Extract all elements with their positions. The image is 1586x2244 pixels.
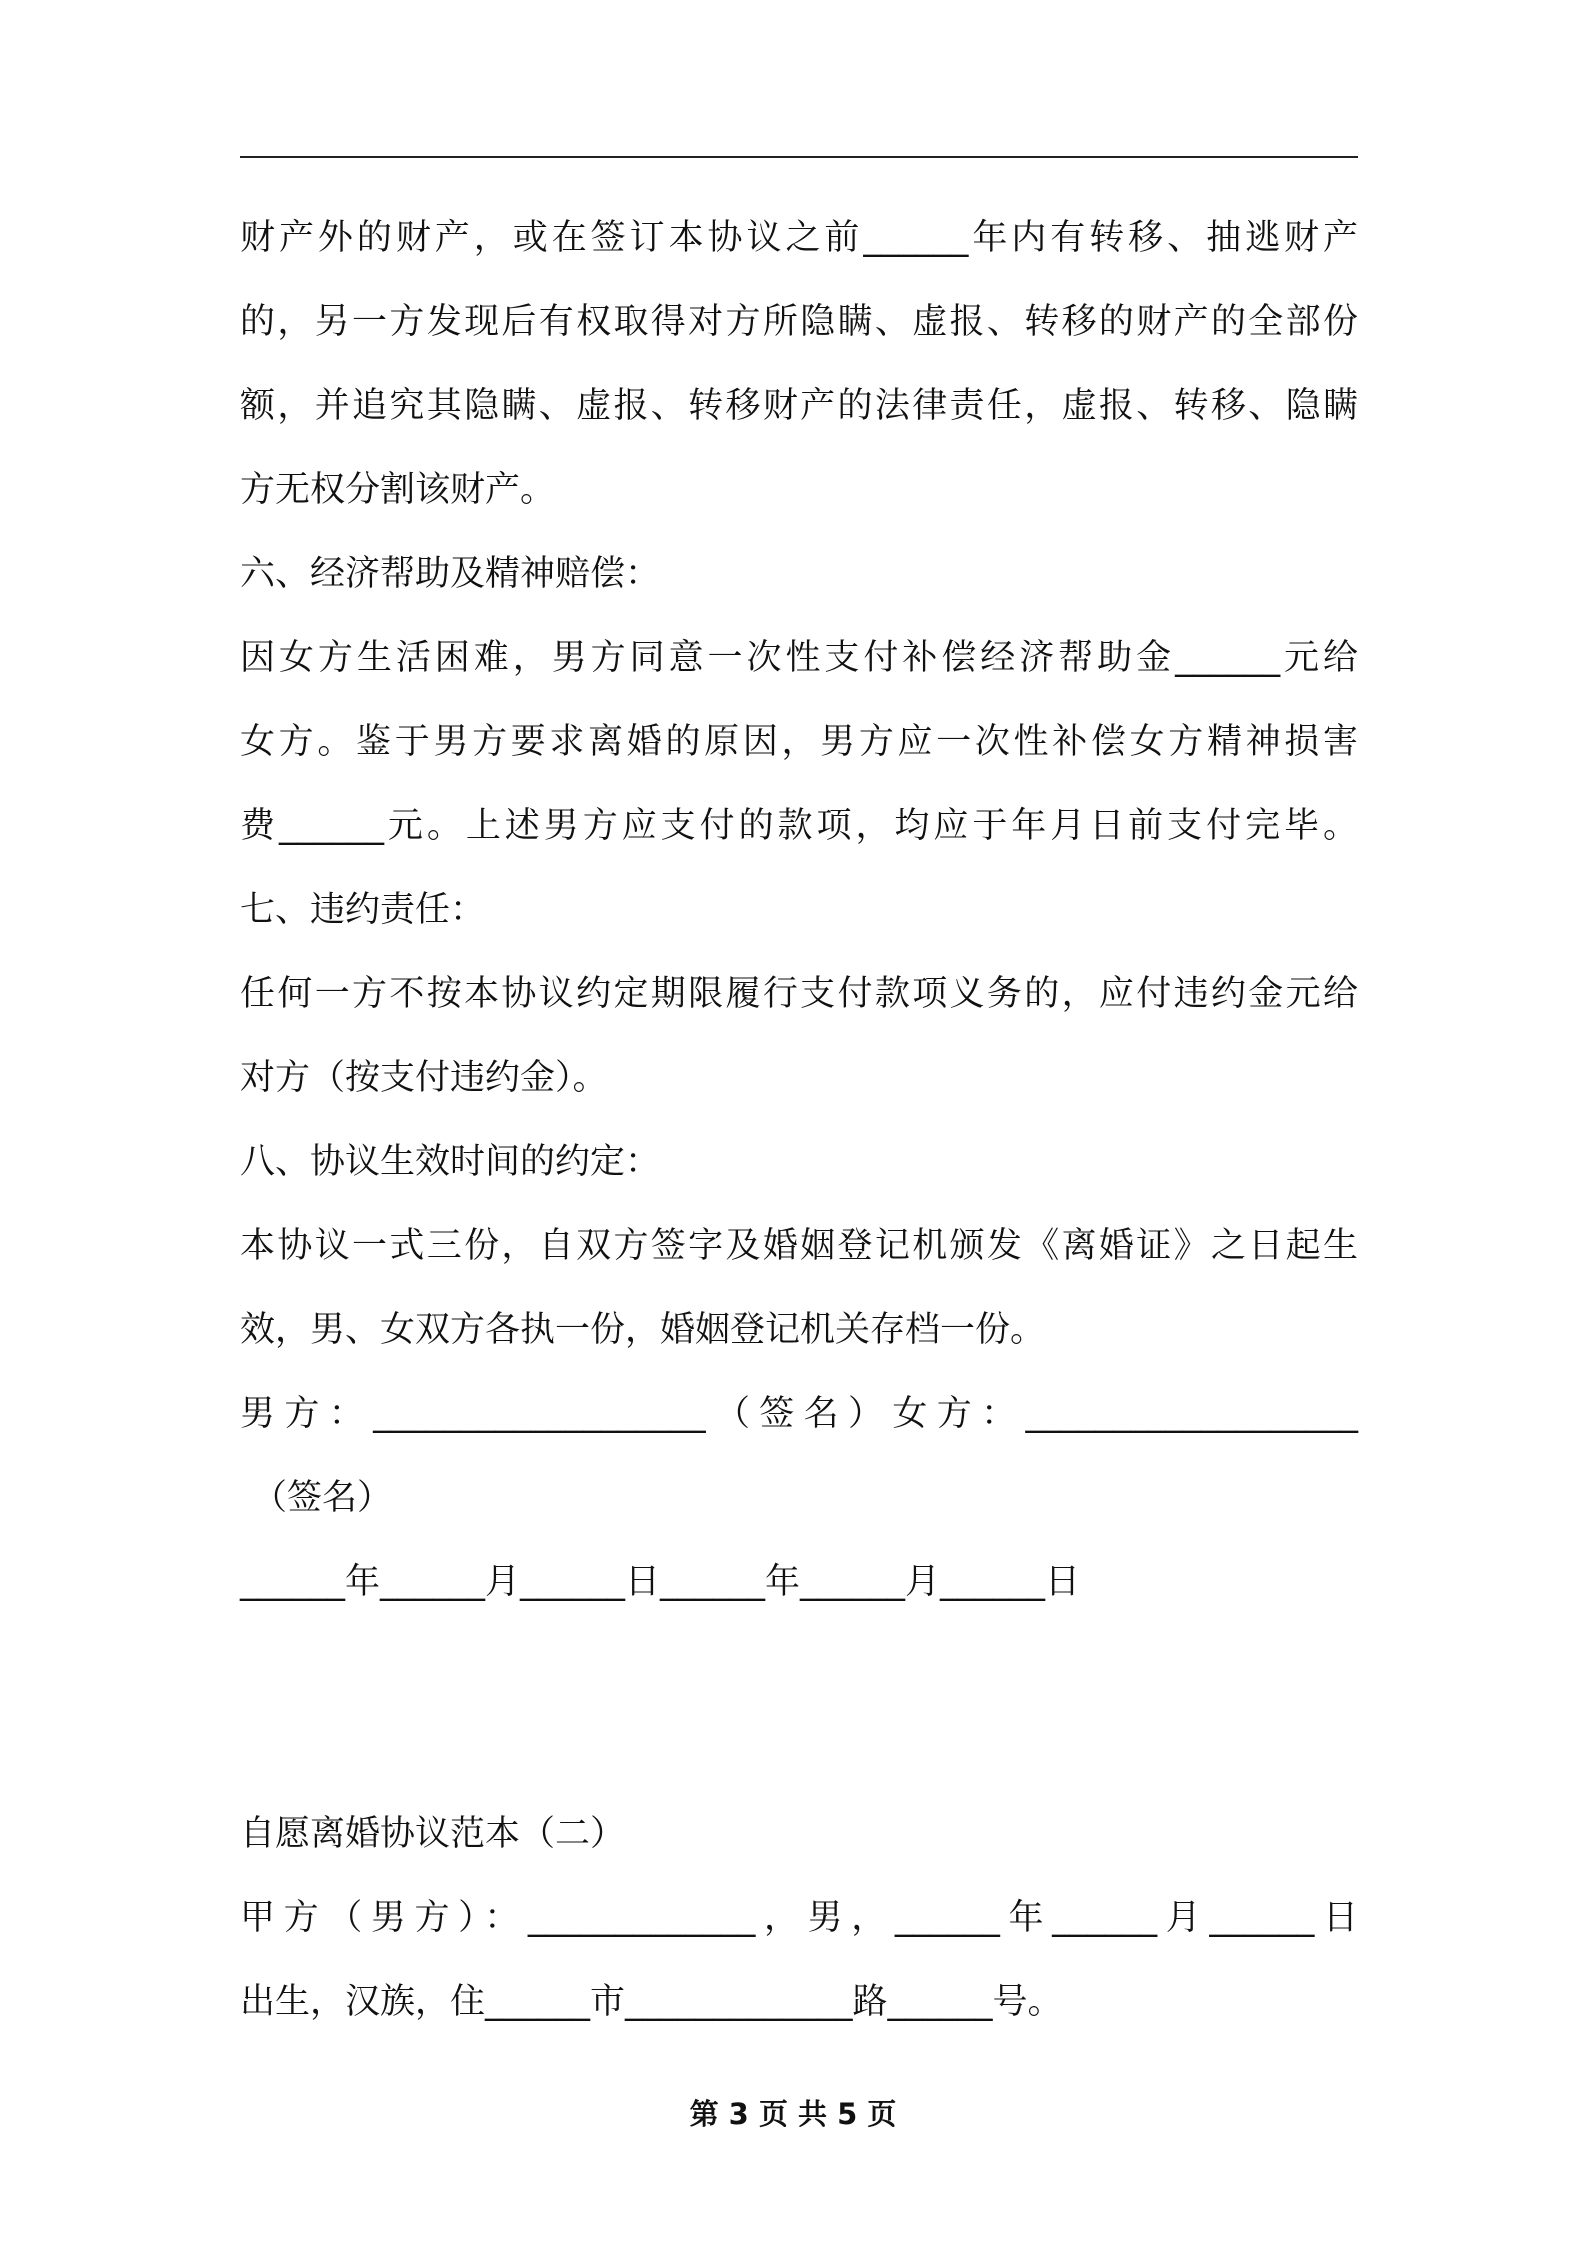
paragraph-line: 因女方生活困难，男方同意一次性支付补偿经济帮助金______元给 bbox=[240, 638, 1358, 678]
signature-label: （签名） bbox=[252, 1478, 393, 1518]
paragraph-line: 任何一方不按本协议约定期限履行支付款项义务的，应付违约金元给 bbox=[240, 974, 1358, 1014]
paragraph-line: 方无权分割该财产。 bbox=[240, 470, 556, 510]
party-a-address-line: 出生，汉族，住______市_____________路______号。 bbox=[240, 1982, 1063, 2022]
paragraph-line: 财产外的财产，或在签订本协议之前______年内有转移、抽逃财产 bbox=[240, 218, 1358, 258]
paragraph-line: 本协议一式三份，自双方签字及婚姻登记机颁发《离婚证》之日起生 bbox=[240, 1226, 1358, 1266]
paragraph-line: 的，另一方发现后有权取得对方所隐瞒、虚报、转移的财产的全部份 bbox=[240, 302, 1358, 342]
section-title: 自愿离婚协议范本（二） bbox=[240, 1814, 626, 1854]
paragraph-line: 额，并追究其隐瞒、虚报、转移财产的法律责任，虚报、转移、隐瞒 bbox=[240, 386, 1358, 426]
section-heading-7: 七、违约责任： bbox=[240, 890, 486, 930]
paragraph-line: 对方（按支付违约金）。 bbox=[240, 1058, 608, 1098]
header-rule bbox=[240, 156, 1358, 158]
section-heading-8: 八、协议生效时间的约定： bbox=[240, 1142, 661, 1182]
page-number: 第 3 页 共 5 页 bbox=[689, 2097, 897, 2131]
paragraph-line: 女方。鉴于男方要求离婚的原因，男方应一次性补偿女方精神损害 bbox=[240, 722, 1358, 762]
document-body bbox=[240, 196, 1358, 2044]
section-gap bbox=[240, 1624, 1358, 1792]
paragraph-line: 效，男、女双方各执一份，婚姻登记机关存档一份。 bbox=[240, 1310, 1046, 1350]
paragraph-line: 费______元。上述男方应支付的款项，均应于年月日前支付完毕。 bbox=[240, 806, 1358, 846]
section-heading-6: 六、经济帮助及精神赔偿： bbox=[240, 554, 661, 594]
party-a-line: 甲方（男方）：_____________，男，______年______月______日 bbox=[240, 1898, 1358, 1938]
signature-line: 男方：___________________（签名）女方：___________________ bbox=[240, 1394, 1358, 1434]
date-line: ______年______月______日______年______月______日 bbox=[240, 1562, 1081, 1602]
